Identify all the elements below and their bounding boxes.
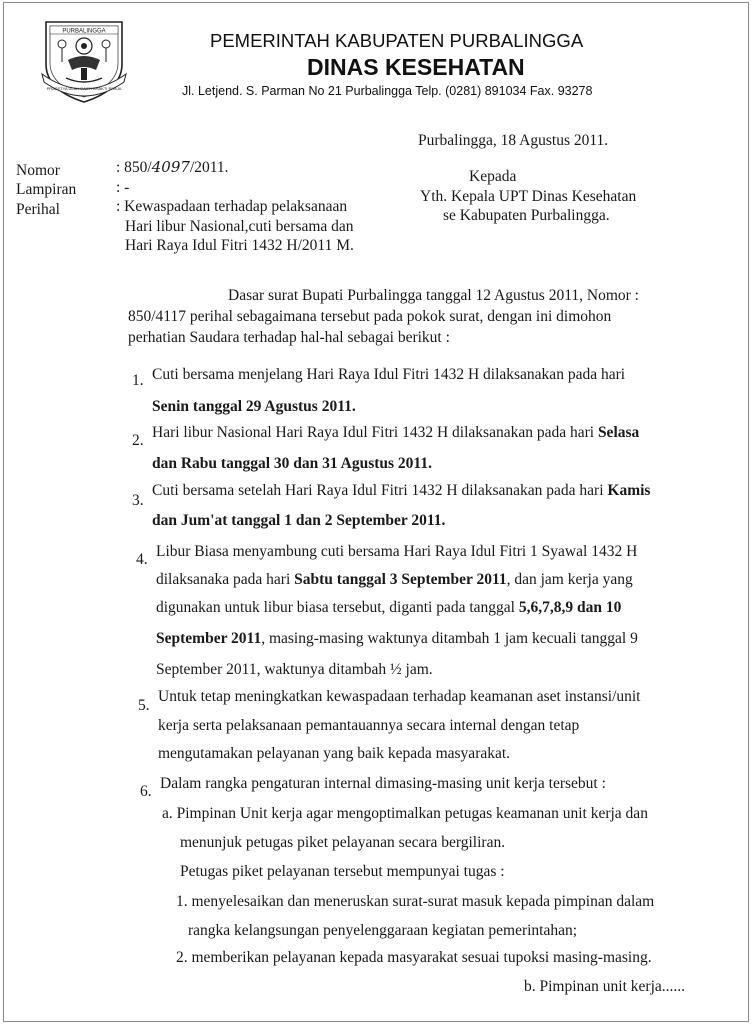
item-5-line: kerja serta pelaksanaan pemantauannya secara internal dengan tetap [158, 717, 580, 734]
recipient-line: se Kabupaten Purbalingga. [443, 207, 610, 224]
item-4-line: digunakan untuk libur biasa tersebut, diganti pada tanggal 5,6,7,8,9 dan 10 [156, 599, 622, 616]
nomor-value [116, 160, 229, 176]
item-4-line: September 2011, masing-masing waktunya ditambah 1 jam kecuali tanggal 9 [156, 630, 638, 647]
item-number: 4. [136, 551, 148, 568]
item-number: 2. [132, 432, 144, 449]
item-3-line: Cuti bersama setelah Hari Raya Idul Fitri 1432 H dilaksanakan pada hari Kamis [152, 482, 651, 499]
nomor-handwritten: 4097 [151, 158, 190, 176]
lampiran-value: : - [116, 179, 130, 196]
item-5-line: mengutamakan pelayanan yang baik kepada masyarakat. [158, 745, 511, 762]
government-name: PEMERINTAH KABUPATEN PURBALINGGA [210, 30, 584, 51]
item-number: 3. [132, 492, 144, 509]
perihal-line: Hari libur Nasional,cuti bersama dan [125, 218, 354, 235]
item-number: 5. [138, 697, 150, 714]
perihal-line: : Kewaspadaan terhadap pelaksanaan [116, 198, 348, 215]
nomor-label: Nomor [16, 162, 60, 179]
item-6a-subline: 2. memberikan pelayanan kepada masyarakat sesuai tupoksi masing-masing. [176, 949, 652, 966]
intro-line: Dasar surat Bupati Purbalingga tanggal 12 Agustus 2011, Nomor : [228, 287, 639, 304]
office-address: Jl. Letjend. S. Parman No 21 Purbalingga Telp. (0281) 891034 Fax. 93278 [182, 84, 593, 98]
item-1-line: Cuti bersama menjelang Hari Raya Idul Fitri 1432 H dilaksanakan pada hari [152, 366, 626, 383]
item-5-line: Untuk tetap meningkatkan kewaspadaan terhadap keamanan aset instansi/unit [158, 688, 641, 705]
office-name: DINAS KESEHATAN [307, 54, 525, 80]
place-date: Purbalingga, 18 Agustus 2011. [418, 132, 609, 149]
item-number: 6. [140, 783, 152, 800]
perihal-label: Perihal [16, 201, 60, 218]
intro-line: perhatian Saudara terhadap hal-hal sebagai berikut : [128, 329, 450, 346]
logo-text: PURBALINGGA [62, 28, 106, 35]
logo-motto: PRASETYA ULAH SAKTI BHAKTI PRAJA [46, 86, 122, 91]
item-6a-subline: 1. menyelesaikan dan meneruskan surat-surat masuk kepada pimpinan dalam [176, 893, 655, 910]
item-6a-line: menunjuk petugas piket pelayanan secara bergiliran. [180, 834, 506, 851]
continuation-text: b. Pimpinan unit kerja...... [524, 978, 686, 995]
nomor-prefix: : 850/ [116, 159, 152, 176]
item-3-line-bold: dan Jum'at tanggal 1 dan 2 September 2011. [152, 512, 446, 529]
recipient-kepada: Kepada [469, 168, 517, 185]
item-4-line: dilaksanaka pada hari Sabtu tanggal 3 September 2011, dan jam kerja yang [156, 571, 633, 588]
item-6a-line: Petugas piket pelayanan tersebut mempunyai tugas : [180, 863, 505, 880]
item-6a-line: a. Pimpinan Unit kerja agar mengoptimalkan petugas keamanan unit kerja dan [162, 805, 648, 822]
item-4-line: September 2011, waktunya ditambah ½ jam. [156, 661, 433, 678]
item-4-line: Libur Biasa menyambung cuti bersama Hari Raya Idul Fitri 1 Syawal 1432 H [156, 543, 638, 560]
nomor-suffix: /2011. [189, 159, 229, 176]
purbalingga-logo [38, 12, 130, 109]
item-6-line: Dalam rangka pengaturan internal dimasing-masing unit kerja tersebut : [160, 775, 606, 792]
item-2-line: Hari libur Nasional Hari Raya Idul Fitri 1432 H dilaksanakan pada hari Selasa [152, 424, 640, 441]
recipient-line: Yth. Kepala UPT Dinas Kesehatan [420, 188, 637, 205]
item-6a-subline: rangka kelangsungan penyelenggaraan kegiatan pemerintahan; [188, 922, 578, 939]
perihal-line: Hari Raya Idul Fitri 1432 H/2011 M. [125, 237, 354, 254]
lampiran-label: Lampiran [16, 181, 77, 198]
item-1-line-bold: Senin tanggal 29 Agustus 2011. [152, 398, 356, 415]
item-number: 1. [132, 372, 144, 389]
item-2-line-bold: dan Rabu tanggal 30 dan 31 Agustus 2011. [152, 455, 432, 472]
intro-line: 850/4117 perihal sebagaimana tersebut pada pokok surat, dengan ini dimohon [128, 308, 612, 325]
